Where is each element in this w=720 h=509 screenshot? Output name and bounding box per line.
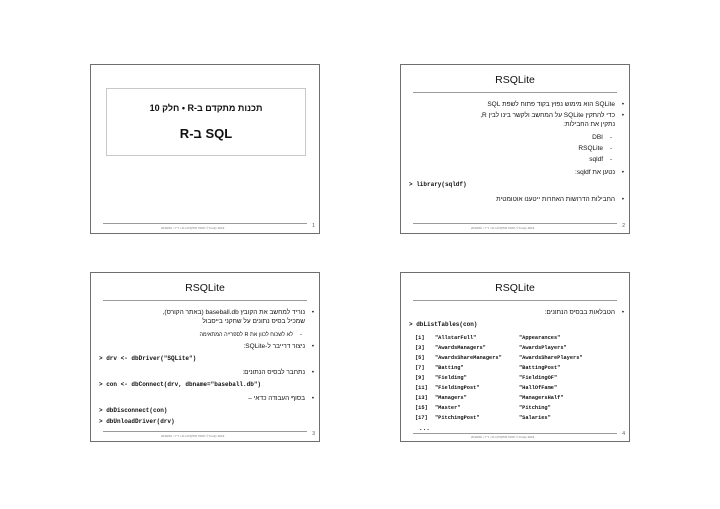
bullet-text: שמכיל בסיס נתונים על שחקני בייסבול	[202, 318, 305, 325]
page-number: 2	[622, 223, 625, 229]
code-line: > library(sqldf)	[409, 181, 467, 188]
slide-1	[90, 64, 320, 234]
slide-footer: Foofy 2019 © תכנות מתקדם ב-R • ד"ר • 2019/20	[471, 226, 535, 230]
bullet-text: SQLite הוא מימוש נפוץ בקוד פתוח לשפת SQL	[487, 101, 615, 108]
slide-1-subtitle: SQL ב-R	[179, 126, 233, 141]
sub-item: RSQLite	[578, 145, 603, 152]
title-rule	[413, 300, 617, 301]
dash-icon: -	[610, 157, 612, 163]
code-line: > drv <- dbDriver("SQLite")	[99, 355, 197, 362]
bullet-text: נתקין את החבילות:	[563, 121, 615, 128]
footer-rule	[413, 433, 617, 434]
code-line: > dbUnloadDriver(drv)	[99, 418, 175, 425]
bullet-icon: •	[311, 344, 314, 350]
dash-icon: -	[610, 146, 612, 152]
code-line: > dbDisconnect(con)	[99, 407, 168, 414]
page-number: 1	[312, 223, 315, 229]
bullet-text: בסוף העבודה כדאי –	[248, 395, 305, 402]
bullet-icon: •	[311, 396, 314, 402]
bullet-icon: •	[621, 170, 624, 176]
slide-footer: Foofy 2019 © תכנות מתקדם ב-R • ד"ר • 2019/20	[161, 434, 225, 438]
page-number: 4	[622, 431, 625, 437]
bullet-text: נתחבר לבסיס הנתונים:	[242, 369, 305, 376]
footer-rule	[103, 431, 307, 432]
slide-1-heading: תכנות מתקדם ב-R • חלק 10	[149, 103, 263, 113]
bullet-text: הטבלאות בבסיס הנתונים:	[544, 309, 615, 316]
bullet-icon: •	[621, 102, 624, 108]
bullet-icon: •	[621, 310, 624, 316]
dash-icon: -	[610, 135, 612, 141]
slide-title: RSQLite	[495, 74, 535, 86]
sub-item: sqldf	[589, 156, 603, 163]
title-rule	[413, 92, 617, 93]
bullet-text: ניצור דרייבר ל-SQLite:	[243, 343, 305, 350]
title-box	[106, 88, 306, 156]
ellipsis: ...	[419, 425, 430, 432]
page-number: 3	[312, 431, 315, 437]
slide-footer: Foofy 2019 © תכנות מתקדם ב-R • ד"ר • 2019/20	[471, 435, 535, 439]
bullet-icon: •	[621, 113, 624, 119]
footer-rule	[103, 223, 307, 224]
bullet-icon: •	[311, 310, 314, 316]
sub-item: DBI	[592, 134, 603, 141]
slide-4: RSQLite • הטבלאות בבסיס הנתונים: > dbListTables(con) [1] "AllstarFull" "Appearances" [3] "AwardsManagers" "AwardsPlayers" [5] "AwardsShareManagers" "AwardsSharePlayers" [7] "Batting" "BattingPost" [9] "Fielding" "FieldingOF" [11] "FieldingPost" "HallOfFame" [13] "Managers" "ManagersHalf" [15] "Master" "Pitching" [17] "PitchingPost" "Salaries" ... Foofy 2019 © תכנות מתקדם ב-R • ד"ר • 2019/20 4	[400, 272, 630, 442]
bullet-text: החבילות הדרושות האחרות ייטענו אוטומטית	[496, 196, 615, 203]
bullet-text: נטען את sqldf:	[575, 169, 615, 176]
dash-icon: -	[300, 332, 302, 338]
sub-item: לא לשכוח לכוון את R לספרייה המתאימה	[199, 332, 293, 338]
slide-title: RSQLite	[495, 282, 535, 294]
slide-3	[90, 272, 320, 442]
bullet-icon: •	[311, 370, 314, 376]
code-line: > dbListTables(con)	[409, 321, 478, 328]
bullet-text: כדי להתקין SQLite על המחשב ולקשר בינו לבין R,	[480, 112, 615, 119]
slide-title: RSQLite	[185, 282, 225, 294]
slide-footer: Foofy 2019 © תכנות מתקדם ב-R • ד"ר • 2019/20	[161, 226, 225, 230]
bullet-text: נוריד למחשב את הקובץ baseball.db (באתר הקורס),	[162, 309, 305, 316]
slide-2	[400, 64, 630, 234]
bullet-icon: •	[621, 197, 624, 203]
title-rule	[103, 300, 307, 301]
code-line: > con <- dbConnect(drv, dbname="baseball.db")	[99, 381, 262, 388]
footer-rule	[413, 223, 617, 224]
